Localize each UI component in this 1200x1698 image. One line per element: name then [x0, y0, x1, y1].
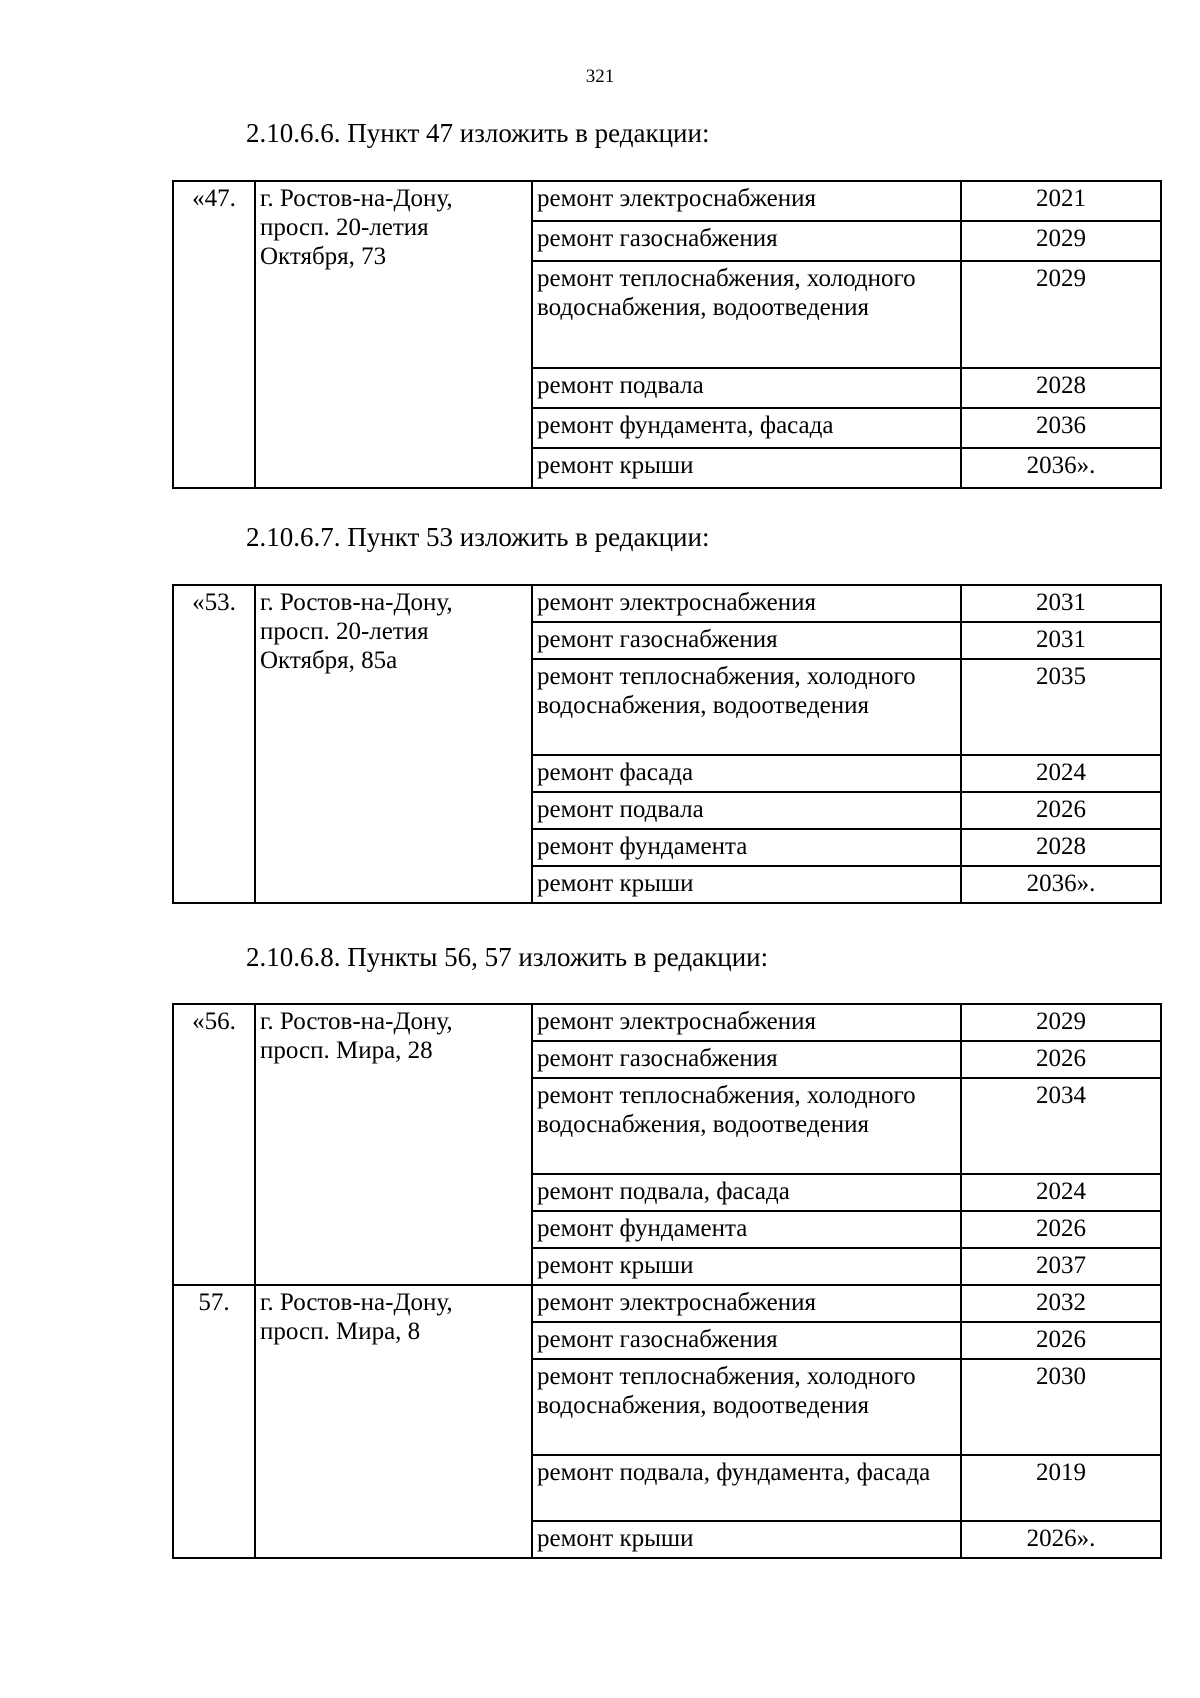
year-cell: 2036 [961, 408, 1161, 448]
year-cell: 2031 [961, 622, 1161, 659]
work-cell: ремонт подвала [532, 792, 961, 829]
work-cell: ремонт теплоснабжения, холодного водоснабжения, водоотведения [532, 659, 961, 755]
year-cell: 2031 [961, 585, 1161, 622]
year-cell: 2021 [961, 181, 1161, 221]
year-cell: 2028 [961, 368, 1161, 408]
year-cell: 2024 [961, 1174, 1161, 1211]
year-cell: 2029 [961, 261, 1161, 368]
work-cell: ремонт подвала, фасада [532, 1174, 961, 1211]
table-row [173, 1285, 1161, 1322]
work-cell: ремонт крыши [532, 1248, 961, 1285]
work-cell: ремонт газоснабжения [532, 221, 961, 261]
table-row [173, 585, 1161, 622]
year-cell: 2026 [961, 1211, 1161, 1248]
year-cell: 2028 [961, 829, 1161, 866]
work-cell: ремонт фундамента [532, 829, 961, 866]
work-cell: ремонт подвала, фундамента, фасада [532, 1455, 961, 1521]
work-cell: ремонт фундамента, фасада [532, 408, 961, 448]
address-cell: г. Ростов-на-Дону, просп. Мира, 28 [255, 1004, 532, 1285]
address-cell: г. Ростов-на-Дону, просп. 20-летия Октября, 85а [255, 585, 532, 903]
year-cell: 2024 [961, 755, 1161, 792]
year-cell: 2034 [961, 1078, 1161, 1174]
section-heading: 2.10.6.8. Пункты 56, 57 изложить в редакции: [246, 942, 769, 972]
table-row [173, 1004, 1161, 1041]
work-cell: ремонт фундамента [532, 1211, 961, 1248]
work-cell: ремонт фасада [532, 755, 961, 792]
year-cell: 2035 [961, 659, 1161, 755]
work-cell: ремонт теплоснабжения, холодного водоснабжения, водоотведения [532, 1078, 961, 1174]
year-cell: 2029 [961, 1004, 1161, 1041]
year-cell: 2029 [961, 221, 1161, 261]
year-cell: 2026 [961, 1041, 1161, 1078]
section-heading: 2.10.6.6. Пункт 47 изложить в редакции: [246, 118, 710, 148]
item-number: 57. [173, 1285, 255, 1558]
table-row [173, 181, 1161, 221]
year-cell: 2037 [961, 1248, 1161, 1285]
work-cell: ремонт электроснабжения [532, 1004, 961, 1041]
item-number: «47. [173, 181, 255, 488]
work-cell: ремонт крыши [532, 866, 961, 903]
work-cell: ремонт крыши [532, 448, 961, 488]
year-cell: 2026 [961, 792, 1161, 829]
repair-table [172, 1003, 1162, 1559]
work-cell: ремонт крыши [532, 1521, 961, 1558]
year-cell: 2019 [961, 1455, 1161, 1521]
year-cell: 2036». [961, 866, 1161, 903]
item-number: «56. [173, 1004, 255, 1285]
year-cell: 2032 [961, 1285, 1161, 1322]
address-cell: г. Ростов-на-Дону, просп. Мира, 8 [255, 1285, 532, 1558]
repair-table [172, 180, 1162, 489]
year-cell: 2036». [961, 448, 1161, 488]
work-cell: ремонт теплоснабжения, холодного водоснабжения, водоотведения [532, 261, 961, 368]
address-cell: г. Ростов-на-Дону, просп. 20-летия Октября, 73 [255, 181, 532, 488]
work-cell: ремонт электроснабжения [532, 585, 961, 622]
year-cell: 2026». [961, 1521, 1161, 1558]
work-cell: ремонт газоснабжения [532, 1322, 961, 1359]
work-cell: ремонт подвала [532, 368, 961, 408]
year-cell: 2026 [961, 1322, 1161, 1359]
item-number: «53. [173, 585, 255, 903]
work-cell: ремонт газоснабжения [532, 1041, 961, 1078]
page-number: 321 [585, 66, 615, 87]
work-cell: ремонт электроснабжения [532, 1285, 961, 1322]
year-cell: 2030 [961, 1359, 1161, 1455]
work-cell: ремонт электроснабжения [532, 181, 961, 221]
repair-table [172, 584, 1162, 904]
work-cell: ремонт теплоснабжения, холодного водоснабжения, водоотведения [532, 1359, 961, 1455]
section-heading: 2.10.6.7. Пункт 53 изложить в редакции: [246, 522, 710, 552]
work-cell: ремонт газоснабжения [532, 622, 961, 659]
